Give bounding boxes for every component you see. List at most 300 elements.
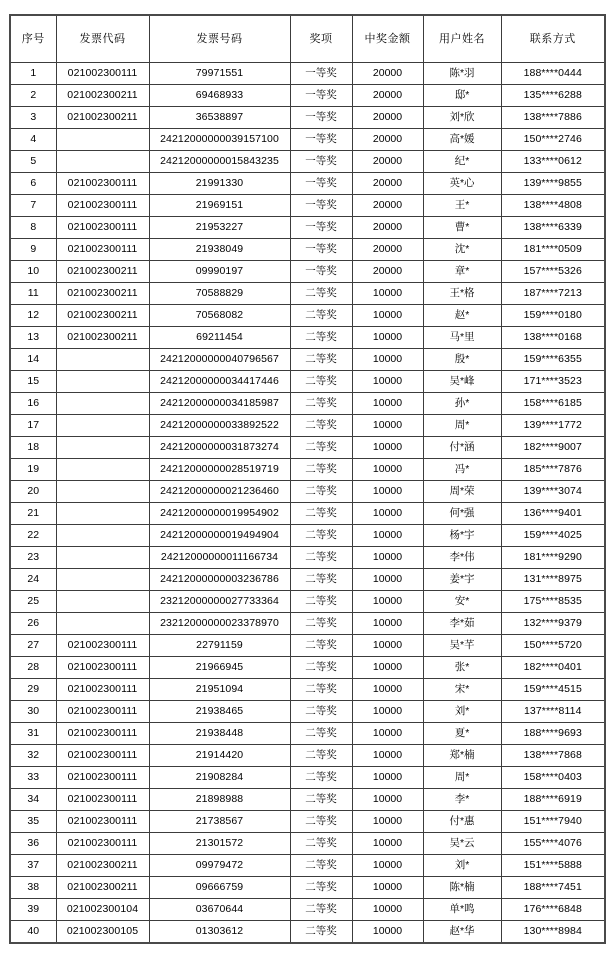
cell-prize: 二等奖 [290, 789, 352, 811]
cell-name: 王* [423, 195, 501, 217]
cell-name: 杨*宇 [423, 525, 501, 547]
cell-amount: 20000 [352, 129, 423, 151]
cell-name: 冯* [423, 459, 501, 481]
cell-amount: 10000 [352, 327, 423, 349]
table-row [10, 371, 605, 393]
cell-seq: 8 [10, 217, 56, 239]
cell-prize: 一等奖 [290, 217, 352, 239]
cell-number: 23212000000027733364 [149, 591, 290, 613]
cell-amount: 20000 [352, 195, 423, 217]
cell-code: 021002300211 [56, 107, 149, 129]
cell-seq: 23 [10, 547, 56, 569]
cell-number: 21914420 [149, 745, 290, 767]
cell-code [56, 613, 149, 635]
cell-amount: 10000 [352, 855, 423, 877]
cell-number: 24212000000034417446 [149, 371, 290, 393]
cell-contact: 136****9401 [501, 503, 605, 525]
cell-contact: 138****6339 [501, 217, 605, 239]
table-row [10, 855, 605, 877]
cell-prize: 一等奖 [290, 261, 352, 283]
cell-name: 李*伟 [423, 547, 501, 569]
table-row [10, 481, 605, 503]
cell-amount: 10000 [352, 547, 423, 569]
cell-seq: 15 [10, 371, 56, 393]
table-row [10, 811, 605, 833]
cell-name: 陈*楠 [423, 877, 501, 899]
table-row [10, 767, 605, 789]
cell-amount: 10000 [352, 371, 423, 393]
cell-prize: 二等奖 [290, 679, 352, 701]
cell-seq: 26 [10, 613, 56, 635]
cell-contact: 159****4515 [501, 679, 605, 701]
table-row [10, 503, 605, 525]
cell-name: 郑*楠 [423, 745, 501, 767]
cell-code [56, 437, 149, 459]
cell-code: 021002300111 [56, 63, 149, 85]
table-row [10, 415, 605, 437]
table-row [10, 349, 605, 371]
cell-prize: 一等奖 [290, 195, 352, 217]
cell-amount: 10000 [352, 393, 423, 415]
cell-contact: 157****5326 [501, 261, 605, 283]
cell-amount: 10000 [352, 437, 423, 459]
cell-number: 09666759 [149, 877, 290, 899]
cell-contact: 137****8114 [501, 701, 605, 723]
cell-prize: 二等奖 [290, 657, 352, 679]
cell-contact: 182****0401 [501, 657, 605, 679]
cell-contact: 181****9290 [501, 547, 605, 569]
cell-amount: 10000 [352, 745, 423, 767]
cell-number: 36538897 [149, 107, 290, 129]
cell-seq: 18 [10, 437, 56, 459]
cell-seq: 24 [10, 569, 56, 591]
table-row [10, 173, 605, 195]
table-row [10, 833, 605, 855]
cell-contact: 182****9007 [501, 437, 605, 459]
table-row [10, 459, 605, 481]
table-row [10, 327, 605, 349]
cell-prize: 二等奖 [290, 811, 352, 833]
table-row [10, 789, 605, 811]
cell-number: 24212000000003236786 [149, 569, 290, 591]
cell-contact: 187****7213 [501, 283, 605, 305]
cell-prize: 二等奖 [290, 547, 352, 569]
cell-code [56, 569, 149, 591]
cell-prize: 二等奖 [290, 635, 352, 657]
cell-prize: 一等奖 [290, 85, 352, 107]
cell-contact: 188****9693 [501, 723, 605, 745]
cell-amount: 10000 [352, 811, 423, 833]
cell-prize: 二等奖 [290, 283, 352, 305]
cell-code [56, 151, 149, 173]
cell-seq: 9 [10, 239, 56, 261]
cell-seq: 34 [10, 789, 56, 811]
table-row [10, 569, 605, 591]
cell-number: 21301572 [149, 833, 290, 855]
cell-seq: 6 [10, 173, 56, 195]
cell-contact: 159****0180 [501, 305, 605, 327]
cell-code [56, 591, 149, 613]
table-row [10, 195, 605, 217]
cell-name: 夏* [423, 723, 501, 745]
cell-name: 何*强 [423, 503, 501, 525]
cell-prize: 二等奖 [290, 459, 352, 481]
column-header-contact: 联系方式 [501, 15, 605, 63]
cell-amount: 10000 [352, 283, 423, 305]
cell-code [56, 503, 149, 525]
table-row [10, 723, 605, 745]
cell-code: 021002300111 [56, 723, 149, 745]
cell-seq: 2 [10, 85, 56, 107]
cell-seq: 20 [10, 481, 56, 503]
cell-seq: 12 [10, 305, 56, 327]
table-body [10, 63, 605, 944]
cell-contact: 139****3074 [501, 481, 605, 503]
cell-prize: 一等奖 [290, 151, 352, 173]
cell-name: 赵* [423, 305, 501, 327]
cell-number: 22791159 [149, 635, 290, 657]
cell-seq: 21 [10, 503, 56, 525]
cell-name: 陈*羽 [423, 63, 501, 85]
cell-number: 21969151 [149, 195, 290, 217]
cell-contact: 188****7451 [501, 877, 605, 899]
cell-prize: 二等奖 [290, 723, 352, 745]
cell-contact: 150****2746 [501, 129, 605, 151]
cell-name: 沈* [423, 239, 501, 261]
cell-amount: 20000 [352, 151, 423, 173]
table-row [10, 129, 605, 151]
cell-amount: 20000 [352, 239, 423, 261]
cell-contact: 138****7886 [501, 107, 605, 129]
cell-code: 021002300111 [56, 679, 149, 701]
table-row [10, 613, 605, 635]
cell-amount: 10000 [352, 459, 423, 481]
column-header-seq: 序号 [10, 15, 56, 63]
cell-contact: 139****9855 [501, 173, 605, 195]
cell-name: 周*荣 [423, 481, 501, 503]
cell-number: 24212000000034185987 [149, 393, 290, 415]
cell-code: 021002300111 [56, 239, 149, 261]
cell-code: 021002300111 [56, 657, 149, 679]
cell-prize: 二等奖 [290, 415, 352, 437]
cell-seq: 37 [10, 855, 56, 877]
cell-prize: 二等奖 [290, 877, 352, 899]
cell-name: 吴*峰 [423, 371, 501, 393]
cell-seq: 33 [10, 767, 56, 789]
table-row [10, 85, 605, 107]
cell-number: 21991330 [149, 173, 290, 195]
cell-prize: 二等奖 [290, 349, 352, 371]
cell-name: 周* [423, 767, 501, 789]
cell-name: 曹* [423, 217, 501, 239]
cell-code [56, 371, 149, 393]
cell-number: 21938448 [149, 723, 290, 745]
cell-number: 24212000000015843235 [149, 151, 290, 173]
cell-code [56, 393, 149, 415]
cell-prize: 二等奖 [290, 305, 352, 327]
cell-seq: 32 [10, 745, 56, 767]
cell-contact: 139****1772 [501, 415, 605, 437]
cell-seq: 38 [10, 877, 56, 899]
cell-code: 021002300111 [56, 789, 149, 811]
table-row [10, 63, 605, 85]
cell-amount: 10000 [352, 569, 423, 591]
table-row [10, 437, 605, 459]
cell-name: 姜*宇 [423, 569, 501, 591]
cell-name: 李* [423, 789, 501, 811]
cell-seq: 40 [10, 921, 56, 944]
cell-number: 21738567 [149, 811, 290, 833]
cell-contact: 135****6288 [501, 85, 605, 107]
table-row [10, 899, 605, 921]
cell-number: 70588829 [149, 283, 290, 305]
cell-amount: 10000 [352, 613, 423, 635]
cell-code: 021002300111 [56, 173, 149, 195]
cell-number: 69211454 [149, 327, 290, 349]
cell-prize: 二等奖 [290, 745, 352, 767]
cell-contact: 138****4808 [501, 195, 605, 217]
cell-prize: 二等奖 [290, 855, 352, 877]
table-row [10, 393, 605, 415]
cell-amount: 20000 [352, 217, 423, 239]
cell-prize: 二等奖 [290, 701, 352, 723]
cell-amount: 10000 [352, 349, 423, 371]
cell-prize: 二等奖 [290, 481, 352, 503]
table-row [10, 877, 605, 899]
cell-code: 021002300211 [56, 877, 149, 899]
cell-name: 高*媛 [423, 129, 501, 151]
table-row [10, 239, 605, 261]
table-row [10, 591, 605, 613]
cell-contact: 171****3523 [501, 371, 605, 393]
cell-code: 021002300104 [56, 899, 149, 921]
table-row [10, 151, 605, 173]
cell-prize: 一等奖 [290, 129, 352, 151]
cell-name: 单*鸣 [423, 899, 501, 921]
cell-seq: 39 [10, 899, 56, 921]
cell-seq: 4 [10, 129, 56, 151]
cell-contact: 150****5720 [501, 635, 605, 657]
cell-code: 021002300211 [56, 261, 149, 283]
cell-amount: 20000 [352, 107, 423, 129]
table-row [10, 261, 605, 283]
cell-prize: 一等奖 [290, 173, 352, 195]
cell-code: 021002300105 [56, 921, 149, 944]
cell-amount: 10000 [352, 723, 423, 745]
cell-amount: 10000 [352, 657, 423, 679]
cell-seq: 10 [10, 261, 56, 283]
cell-seq: 27 [10, 635, 56, 657]
cell-seq: 7 [10, 195, 56, 217]
cell-prize: 二等奖 [290, 569, 352, 591]
cell-amount: 10000 [352, 525, 423, 547]
table-row [10, 547, 605, 569]
cell-seq: 31 [10, 723, 56, 745]
table-row [10, 921, 605, 944]
cell-number: 69468933 [149, 85, 290, 107]
cell-name: 李*茹 [423, 613, 501, 635]
cell-name: 刘* [423, 701, 501, 723]
cell-contact: 131****8975 [501, 569, 605, 591]
cell-amount: 20000 [352, 173, 423, 195]
cell-seq: 25 [10, 591, 56, 613]
cell-amount: 10000 [352, 899, 423, 921]
cell-number: 24212000000028519719 [149, 459, 290, 481]
cell-name: 周* [423, 415, 501, 437]
table-row [10, 217, 605, 239]
cell-number: 24212000000040796567 [149, 349, 290, 371]
cell-code: 021002300211 [56, 305, 149, 327]
cell-name: 安* [423, 591, 501, 613]
cell-number: 24212000000021236460 [149, 481, 290, 503]
cell-prize: 二等奖 [290, 921, 352, 944]
column-header-amount: 中奖金额 [352, 15, 423, 63]
table-header-row [10, 15, 605, 63]
cell-number: 21953227 [149, 217, 290, 239]
cell-code: 021002300111 [56, 635, 149, 657]
cell-seq: 16 [10, 393, 56, 415]
cell-number: 03670644 [149, 899, 290, 921]
table-row [10, 283, 605, 305]
cell-number: 70568082 [149, 305, 290, 327]
cell-amount: 20000 [352, 85, 423, 107]
cell-contact: 158****6185 [501, 393, 605, 415]
cell-seq: 1 [10, 63, 56, 85]
cell-number: 09979472 [149, 855, 290, 877]
table-row [10, 745, 605, 767]
cell-code: 021002300111 [56, 767, 149, 789]
cell-prize: 一等奖 [290, 63, 352, 85]
cell-code [56, 481, 149, 503]
cell-number: 21938049 [149, 239, 290, 261]
cell-prize: 一等奖 [290, 239, 352, 261]
cell-seq: 13 [10, 327, 56, 349]
cell-amount: 10000 [352, 789, 423, 811]
cell-code: 021002300111 [56, 701, 149, 723]
column-header-name: 用户姓名 [423, 15, 501, 63]
cell-number: 24212000000019954902 [149, 503, 290, 525]
cell-amount: 10000 [352, 833, 423, 855]
cell-name: 马*里 [423, 327, 501, 349]
cell-code [56, 129, 149, 151]
cell-prize: 二等奖 [290, 327, 352, 349]
cell-number: 24212000000033892522 [149, 415, 290, 437]
cell-seq: 29 [10, 679, 56, 701]
cell-amount: 10000 [352, 701, 423, 723]
cell-number: 24212000000039157100 [149, 129, 290, 151]
cell-number: 01303612 [149, 921, 290, 944]
cell-number: 21966945 [149, 657, 290, 679]
cell-contact: 159****6355 [501, 349, 605, 371]
table-row [10, 107, 605, 129]
cell-number: 24212000000019494904 [149, 525, 290, 547]
table-row [10, 657, 605, 679]
cell-code: 021002300211 [56, 855, 149, 877]
cell-number: 79971551 [149, 63, 290, 85]
cell-seq: 22 [10, 525, 56, 547]
cell-number: 24212000000011166734 [149, 547, 290, 569]
cell-code: 021002300111 [56, 745, 149, 767]
cell-name: 邸* [423, 85, 501, 107]
cell-seq: 36 [10, 833, 56, 855]
cell-prize: 二等奖 [290, 437, 352, 459]
cell-amount: 10000 [352, 415, 423, 437]
cell-contact: 188****0444 [501, 63, 605, 85]
cell-contact: 151****5888 [501, 855, 605, 877]
cell-amount: 10000 [352, 877, 423, 899]
cell-contact: 138****7868 [501, 745, 605, 767]
cell-amount: 20000 [352, 63, 423, 85]
cell-number: 21908284 [149, 767, 290, 789]
cell-number: 24212000000031873274 [149, 437, 290, 459]
table-header [10, 15, 605, 63]
cell-name: 英*心 [423, 173, 501, 195]
cell-name: 宋* [423, 679, 501, 701]
cell-contact: 181****0509 [501, 239, 605, 261]
table-row [10, 525, 605, 547]
cell-seq: 3 [10, 107, 56, 129]
cell-code: 021002300211 [56, 85, 149, 107]
cell-code [56, 415, 149, 437]
cell-number: 09990197 [149, 261, 290, 283]
cell-prize: 二等奖 [290, 899, 352, 921]
cell-contact: 188****6919 [501, 789, 605, 811]
cell-amount: 10000 [352, 481, 423, 503]
cell-code: 021002300111 [56, 833, 149, 855]
cell-prize: 二等奖 [290, 833, 352, 855]
cell-name: 章* [423, 261, 501, 283]
cell-amount: 10000 [352, 635, 423, 657]
cell-amount: 10000 [352, 591, 423, 613]
column-header-prize: 奖项 [290, 15, 352, 63]
lottery-winners-table [9, 14, 606, 944]
cell-seq: 28 [10, 657, 56, 679]
cell-number: 23212000000023378970 [149, 613, 290, 635]
cell-contact: 159****4025 [501, 525, 605, 547]
cell-code [56, 459, 149, 481]
cell-code: 021002300111 [56, 811, 149, 833]
cell-number: 21938465 [149, 701, 290, 723]
cell-contact: 130****8984 [501, 921, 605, 944]
cell-code: 021002300211 [56, 327, 149, 349]
cell-name: 吴*云 [423, 833, 501, 855]
cell-name: 王*格 [423, 283, 501, 305]
cell-prize: 二等奖 [290, 525, 352, 547]
cell-name: 孙* [423, 393, 501, 415]
cell-code: 021002300111 [56, 217, 149, 239]
cell-amount: 20000 [352, 261, 423, 283]
cell-name: 刘* [423, 855, 501, 877]
cell-contact: 158****0403 [501, 767, 605, 789]
cell-name: 张* [423, 657, 501, 679]
cell-amount: 10000 [352, 767, 423, 789]
cell-seq: 30 [10, 701, 56, 723]
column-header-code: 发票代码 [56, 15, 149, 63]
cell-prize: 二等奖 [290, 613, 352, 635]
cell-name: 付*涵 [423, 437, 501, 459]
cell-number: 21951094 [149, 679, 290, 701]
cell-prize: 二等奖 [290, 503, 352, 525]
cell-amount: 10000 [352, 679, 423, 701]
cell-contact: 151****7940 [501, 811, 605, 833]
cell-name: 吴*芊 [423, 635, 501, 657]
cell-seq: 19 [10, 459, 56, 481]
cell-name: 付*惠 [423, 811, 501, 833]
table-row [10, 635, 605, 657]
cell-number: 21898988 [149, 789, 290, 811]
cell-contact: 138****0168 [501, 327, 605, 349]
cell-code: 021002300111 [56, 195, 149, 217]
